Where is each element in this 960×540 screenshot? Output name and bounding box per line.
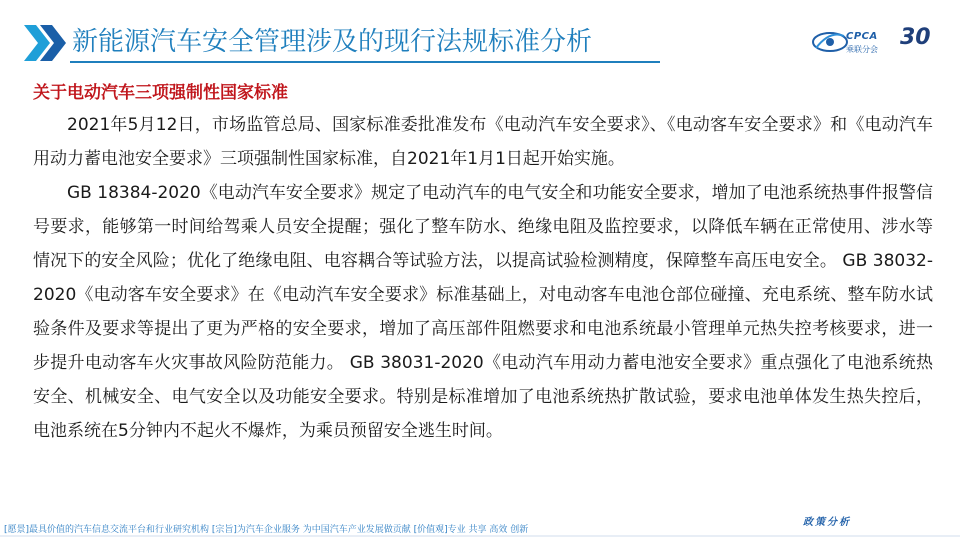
paragraph: 2021年5月12日，市场监管总局、国家标准委批准发布《电动汽车安全要求》、《电动客车安全要求》和《电动汽车用动力蓄电池安全要求》三项强制性国家标准，自2021年1月1日起开始实施。	[33, 115, 933, 169]
page-title: 新能源汽车安全管理涉及的现行法规标准分析	[72, 27, 593, 57]
title-underline	[70, 61, 660, 63]
footer-mission: [愿景]最具价值的汽车信息交流平台和行业研究机构 [宗旨]为汽车企业服务 为中国汽车产业发展做贡献 [价值观]专业 共享 高效 创新	[4, 525, 529, 535]
paragraph: GB 18384-2020《电动汽车安全要求》规定了电动汽车的电气安全和功能安全要求，增加了电池系统热事件报警信号要求，能够第一时间给驾乘人员安全提醒；强化了整车防水、绝缘电阻及监控要求，以降低车辆在正常使用、涉水等情况下的安全风险；优化了绝缘电阻、电容耦合等试验方法，以提高试验检测精度，保障整车高压电安全。 GB 38032-2020《电动客车安全要求》在《电动汽车安全要求》标准基础上，对电动客车电池仓部位碰撞、充电系统、整车防水试验条件及要求等提出了更为严格的安全要求，增加了高压部件阻燃要求和电池系统最小管理单元热失控考核要求，进一步提升电动客车火灾事故风险防范能力。 GB 38031-2020《电动汽车用动力蓄电池安全要求》重点强化了电池系统热安全、机械安全、电气安全以及功能安全要求。特别是标准增加了电池系统热扩散试验，要求电池单体发生热失控后，电池系统在5分钟内不起火不爆炸，为乘员预留安全逃生时间。	[33, 183, 933, 441]
double-chevron-icon	[24, 25, 68, 61]
footer-divider	[0, 535, 960, 537]
logo-text: CPCA	[846, 31, 878, 42]
anniversary-badge: 30	[900, 25, 931, 50]
footer-section-label: 政策分析	[803, 517, 851, 528]
logo-subtitle: 乘联分会	[846, 45, 878, 54]
section-heading: 关于电动汽车三项强制性国家标准	[33, 83, 288, 103]
body-text	[33, 108, 933, 448]
